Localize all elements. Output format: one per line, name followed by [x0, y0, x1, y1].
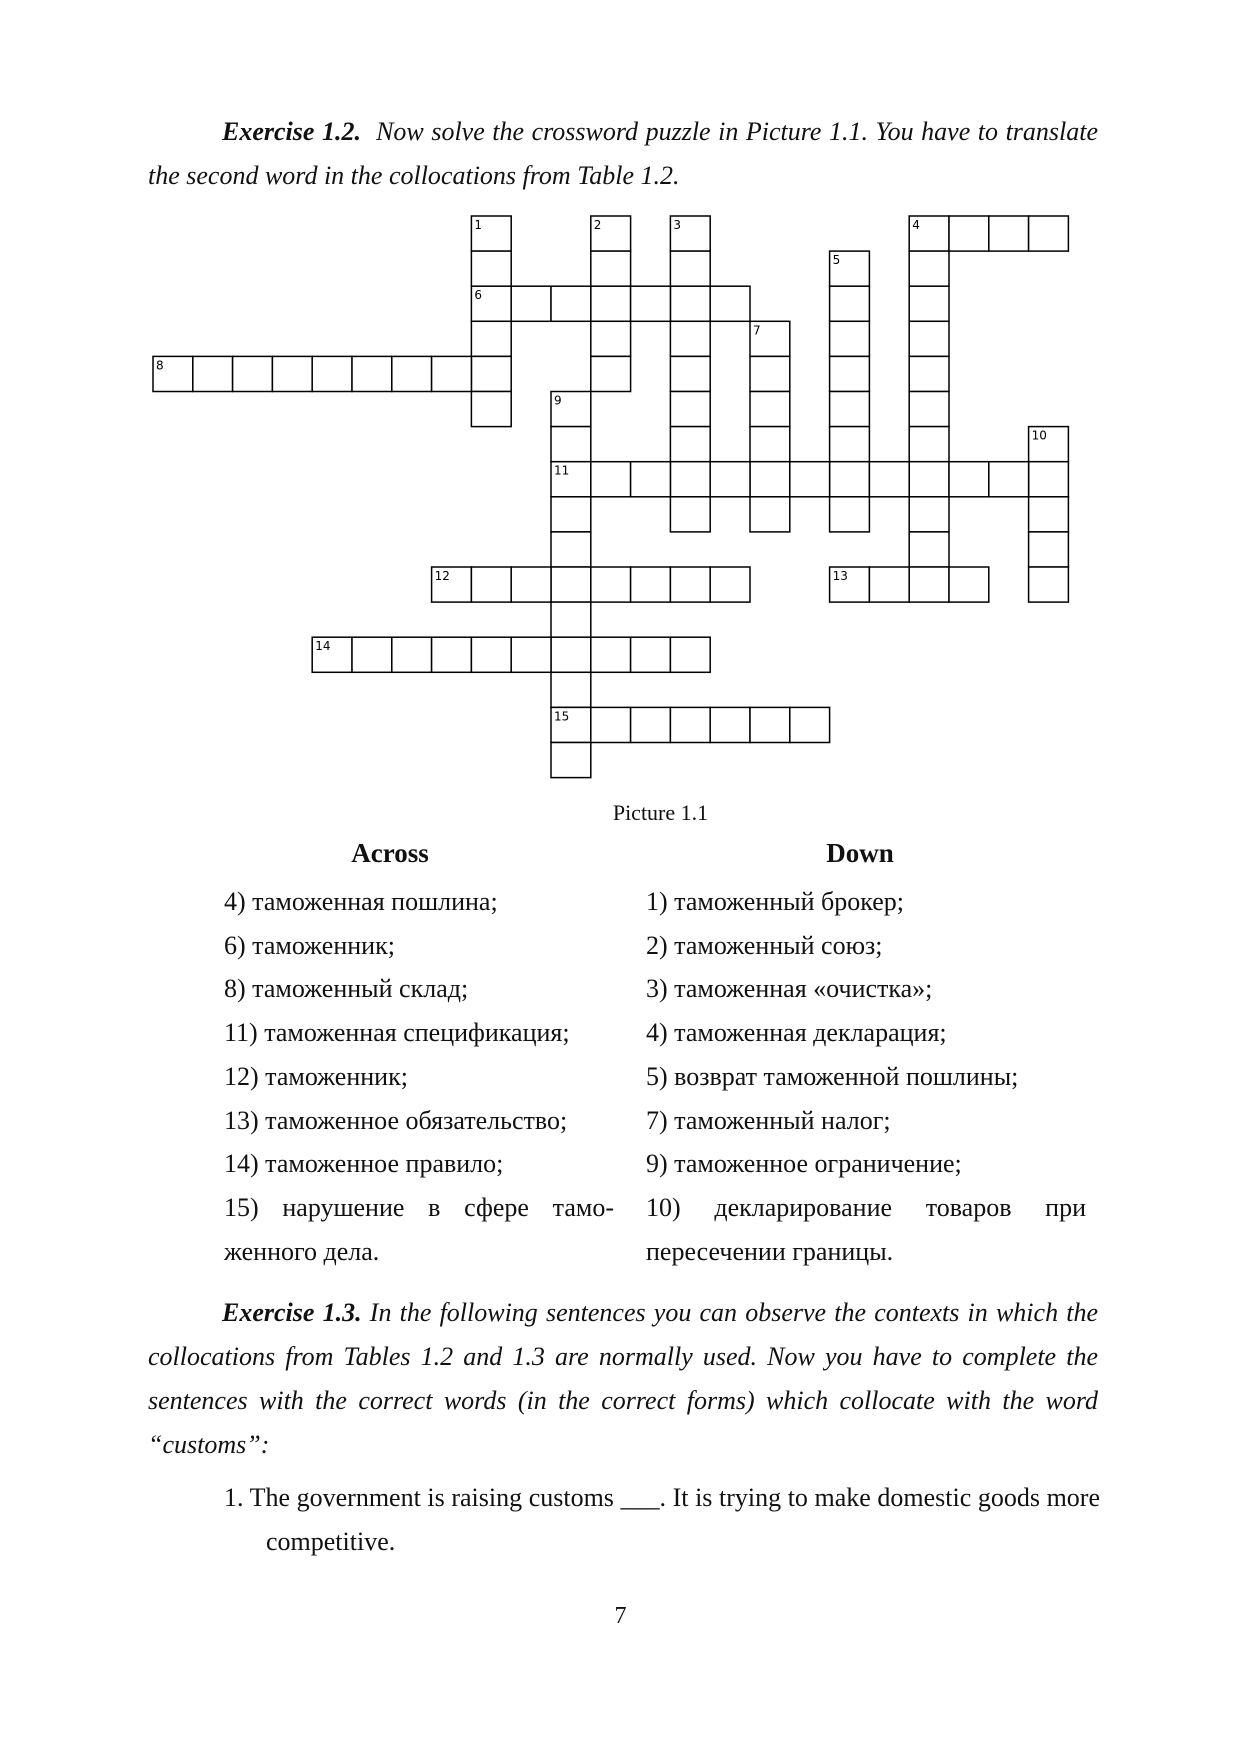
crossword-cell [670, 462, 710, 497]
crossword-cell [670, 251, 710, 286]
crossword-cell [193, 356, 233, 391]
crossword-cell [710, 567, 750, 602]
crossword-cell [551, 427, 591, 462]
crossword-cell [591, 356, 631, 391]
sentence-list [224, 1476, 1100, 1564]
down-heading: Down [826, 838, 894, 868]
crossword-cell [830, 427, 870, 462]
crossword-cell [909, 286, 949, 321]
page-number: 7 [614, 1603, 627, 1629]
crossword-cell [551, 637, 591, 672]
crossword-clue-number: 10 [1031, 428, 1047, 443]
crossword-cell [949, 567, 989, 602]
crossword-clue-number: 12 [434, 569, 450, 583]
crossword-cell [591, 286, 631, 321]
crossword-cell [909, 427, 949, 462]
down-clue: 2) таможенный союз; [646, 930, 883, 960]
crossword-cell [471, 392, 511, 427]
crossword-cell [670, 356, 710, 391]
crossword-clue-number: 1 [474, 218, 483, 232]
crossword-cell [551, 602, 591, 637]
crossword-cell [631, 567, 671, 602]
down-clue: 9) таможенное ограничение; [646, 1149, 962, 1179]
crossword-cell [631, 286, 671, 321]
crossword-cell [750, 707, 790, 742]
crossword-cell [631, 462, 671, 497]
crossword-cell [471, 637, 511, 672]
crossword-clue-number: 13 [832, 569, 848, 583]
crossword-cell [670, 286, 710, 321]
exercise-1-3-label: Exercise 1.3. [222, 1298, 362, 1327]
crossword-cell [949, 462, 989, 497]
crossword-cell [670, 497, 710, 532]
crossword-cell [830, 321, 870, 356]
crossword-cell [909, 497, 949, 532]
crossword-clue-number: 7 [753, 323, 761, 338]
crossword-cell [1029, 497, 1069, 532]
down-clue: 7) таможенный налог; [646, 1105, 891, 1135]
crossword-clue-number: 6 [474, 288, 483, 303]
crossword-cell [432, 356, 472, 391]
crossword-cell [989, 216, 1029, 251]
exercise-1-2-text: Now solve the crossword puzzle in Picture 1.1. You have to translate the second word in the collocations from Table 1.2. [148, 117, 1099, 190]
crossword-cell [710, 286, 750, 321]
crossword-cell [670, 392, 710, 427]
crossword-cell [670, 321, 710, 356]
crossword-clue-number: 14 [315, 639, 331, 654]
crossword-cell [471, 567, 511, 602]
crossword-clue-number: 11 [554, 463, 570, 478]
crossword-cell [471, 251, 511, 286]
across-clue: 14) таможенное правило; [224, 1149, 504, 1179]
crossword-cell [233, 356, 273, 391]
across-clue: 6) таможенник; [224, 930, 395, 960]
crossword-cell [670, 427, 710, 462]
crossword-cell [830, 286, 870, 321]
crossword-clue-number: 15 [554, 709, 570, 724]
crossword-clue-number: 9 [554, 393, 562, 408]
crossword-cell [830, 462, 870, 497]
down-clue: 3) таможенная «очистка»; [646, 974, 933, 1004]
crossword-cell [750, 462, 790, 497]
crossword-cell [1029, 216, 1069, 251]
crossword-cell [511, 567, 551, 602]
exercise-1-3-text: In the following sentences you can observe the contexts in which the collocations from Tables 1.2 and 1.3 are normally used. Now you have to complete the sentences with the correct words (in the correct forms) which collocate with the word “customs”: [148, 1298, 1099, 1459]
crossword-cell [909, 392, 949, 427]
crossword-cell [949, 216, 989, 251]
crossword-cell [1029, 567, 1069, 602]
crossword-cell [432, 637, 472, 672]
crossword-cell [551, 672, 591, 707]
exercise-1-3-paragraph [148, 1291, 1098, 1467]
crossword-cell [790, 462, 830, 497]
crossword-cell [869, 567, 909, 602]
across-clues [224, 880, 614, 1273]
crossword-cell [1029, 462, 1069, 497]
crossword-cell [471, 321, 511, 356]
crossword-cell [670, 567, 710, 602]
crossword-cell [551, 532, 591, 567]
crossword-cell [989, 462, 1029, 497]
crossword-clue-number: 3 [673, 218, 682, 232]
down-clue: 10) декларирование товаров при пересечении границы. [646, 1192, 1086, 1266]
across-heading: Across [351, 838, 429, 868]
across-clue: 11) таможенная спецификация; [224, 1018, 570, 1048]
across-clue: 4) таможенная пошлина; [224, 887, 498, 916]
crossword-cell [591, 707, 631, 742]
exercise-1-2-label: Exercise 1.2. [222, 117, 361, 146]
crossword-cell [591, 567, 631, 602]
crossword-cell [551, 497, 591, 532]
crossword-cell [312, 356, 352, 391]
crossword-cell [591, 462, 631, 497]
crossword-cell [551, 567, 591, 602]
crossword-cell [750, 392, 790, 427]
crossword-clue-number: 2 [593, 218, 602, 232]
crossword-cell [392, 356, 432, 391]
down-clues [646, 880, 1086, 1273]
crossword-cell [909, 532, 949, 567]
crossword-cell [909, 321, 949, 356]
crossword-cell [790, 707, 830, 742]
crossword-cell [710, 707, 750, 742]
across-clue: 8) таможенный склад; [224, 974, 469, 1004]
crossword-cell [830, 356, 870, 391]
down-clue: 5) возврат таможенной пошлины; [646, 1061, 1019, 1091]
crossword-clue-number: 8 [156, 358, 164, 373]
crossword-cell [551, 286, 591, 321]
crossword-cell [511, 286, 551, 321]
crossword-cell [710, 462, 750, 497]
crossword-cell [511, 637, 551, 672]
across-clue: 12) таможенник; [224, 1061, 408, 1091]
crossword-cell [830, 392, 870, 427]
crossword-cell [272, 356, 312, 391]
down-clue: 4) таможенная декларация; [646, 1018, 947, 1048]
crossword-cell [670, 707, 710, 742]
crossword-cell [631, 707, 671, 742]
crossword-cell [591, 637, 631, 672]
picture-caption: Picture 1.1 [612, 800, 709, 825]
crossword-cell [1029, 532, 1069, 567]
crossword-cell [750, 356, 790, 391]
crossword-cell [750, 497, 790, 532]
crossword-cell [909, 567, 949, 602]
crossword-grid [0, 0, 1241, 800]
crossword-cell [909, 462, 949, 497]
crossword-cell [471, 356, 511, 391]
crossword-cell [591, 251, 631, 286]
crossword-cell [631, 637, 671, 672]
crossword-cell [591, 321, 631, 356]
crossword-clue-number: 5 [832, 253, 841, 268]
crossword-cell [392, 637, 432, 672]
across-clue: 15) нарушение в сфере тамо-женного дела. [224, 1192, 614, 1266]
crossword-cell [750, 427, 790, 462]
crossword-cell [909, 356, 949, 391]
across-clue: 13) таможенное обязательство; [224, 1105, 568, 1135]
crossword-cell [352, 356, 392, 391]
crossword-cell [909, 251, 949, 286]
crossword-cell [830, 497, 870, 532]
crossword-cell [551, 743, 591, 778]
down-clue: 1) таможенный брокер; [646, 887, 905, 916]
sentence-item: 1. The government is raising customs ___. It is trying to make domestic goods more competitive. [224, 1483, 1100, 1556]
crossword-clue-number: 4 [912, 218, 920, 232]
crossword-cell [352, 637, 392, 672]
crossword-cell [869, 462, 909, 497]
crossword-cell [670, 637, 710, 672]
